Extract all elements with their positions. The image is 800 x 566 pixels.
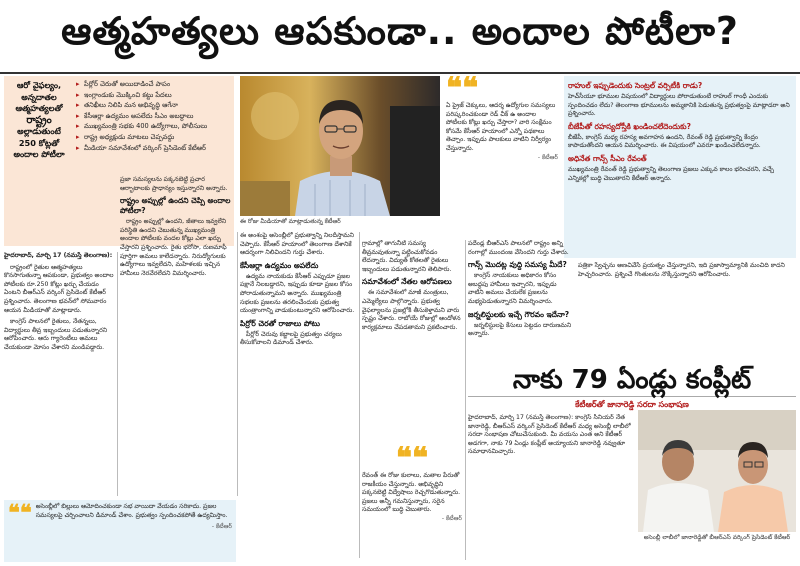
article-column-1 [4,252,114,496]
column-divider [237,232,238,496]
sidebar-paragraph: హెచ్‌సీయూ భూముల విషయంలో విద్యార్థులు పోరాడుతుంటే రాహుల్ గాంధీ ఎందుకు స్పందించడం లేదు? తెలంగాణ భూములను అమ్మకానికి పెడుతున్న ప్రభుత్వంపై మాట్లాడరా అని ప్రశ్నించారు. [568,93,790,118]
article-paragraph: పత్రికా స్వేచ్ఛను అణచివేసే ప్రయత్నం చేస్తున్నారని, ఇది ప్రజాస్వామ్యానికి మంచిది కాదని హెచ్చరించారు. ప్రశ్నించే గొంతులను నొక్కేస్తున్నారని ఆరోపించారు. [578,262,785,278]
quote-box-top [446,76,558,236]
article-paragraph: రాష్ట్రం అప్పుల్లో ఉందని, జీతాలు ఇవ్వలేని పరిస్థితి ఉందని చెబుతున్న ముఖ్యమంత్రి అందాల పోటీలకు వందల కోట్లు ఎలా ఖర్చు చేస్తారని ప్రశ్నించారు. రైతు భరోసా, రుణమాఫీ పూర్తిగా అమలు కాలేదన్నారు. నిరుద్యోగులకు ఉద్యోగాలు ఇవ్వలేదని, మహిళలకు ఇచ్చిన హామీలు నెరవేరలేదని విమర్శించారు. [120,218,227,277]
bullet-item: ▸ ముఖ్యమంత్రి సభకు 400 ఉద్యోగాలు, పోలీసులు [76,122,231,131]
summary-line: ఆరో వైఫల్యం, [16,80,62,90]
janareddy-photo-illustration [638,410,796,532]
bullet-item: ▸ ఇంగ్లాండుకు మొక్కించి కట్టు పేదలు [76,91,231,100]
article-column-6 [578,262,796,358]
bullet-item: ▸ మీడియా సమావేశంలో వర్కింగ్ ప్రెసిడెంట్ కేటీఆర్ [76,144,231,153]
article-column-5 [468,240,572,360]
article-paragraph: ప్రజా సమస్యలను పక్కనబెట్టి ప్రచార ఆర్భాటాలకు ప్రాధాన్యం ఇస్తున్నారని అన్నారు. [120,176,228,192]
right-sidebar-box [564,76,796,258]
article-paragraph: కాంగ్రెస్ నాయకులు అధికారం కోసం అబద్ధపు హామీలు ఇచ్చారని, ఇప్పుడు వాటిని అమలు చేయలేక ప్రజలను మభ్యపెడుతున్నారని విమర్శించారు. [468,272,557,305]
quote-credit: - కేటీఆర్ [441,514,462,522]
feature-subtitle: కేటీఆర్‌తో జానారెడ్డి సరదా సంభాషణ [575,400,689,409]
bullet-item: ▸ పీర్లోర్ చెరుతో అయిదాడించే పాపం [76,80,231,89]
ktr-photo-illustration [240,76,440,216]
ktr-photo [240,76,440,216]
section-subhead: జర్నలిస్టులకు ఇచ్చే గౌరవం ఇదేనా? [468,309,570,319]
article-paragraph: కాంగ్రెస్ పాలనలో రైతులు, నేతన్నలు, విద్యార్థులు తీవ్ర ఇబ్బందులు పడుతున్నారని ఆరోపించారు. ఆరు గ్యారెంటీలు అమలు చేయకుండా మోసం చేశారని మండిపడ్డారు. [4,318,108,351]
quote-box-mid [362,446,462,560]
column-divider [465,240,466,560]
quote-mark-icon: ❝❝ [446,76,479,106]
summary-line: అందాల పోటీలా [13,149,65,159]
section-subhead: కేసీఆర్లా ఉద్యమం అపలేదు [240,260,319,270]
summary-line: ఆత్మహత్యలతో [15,103,63,113]
article-paragraph: ఉద్యమ నాయకుడు కేసీఆర్ ఎప్పుడూ ప్రజల పక్షానే నిలబడ్డారని, ఇప్పుడు కూడా ప్రజల కోసం పోరాడుతున్నామని అన్నారు. ముఖ్యమంత్రి సభలకు ప్రజలను తరలించేందుకు ప్రభుత్వ యంత్రాంగాన్ని వాడుకుంటున్నారని ఆరోపించారు. [240,272,355,315]
article-paragraph: గ్రామాల్లో తాగునీటి సమస్య తీవ్రమవుతున్నా పట్టించుకోవడం లేదన్నారు. విద్యుత్ కోతలతో రైతులు ఇబ్బందులు పడుతున్నారని తెలిపారు. [362,240,452,273]
sidebar-heading: అధినేత గాన్స్ సీఎం రేవంత్ [568,153,647,163]
dateline: హైదరాబాద్, మార్చి 17 (నమస్తే తెలంగాణ): [4,252,113,259]
article-paragraph: పదేండ్ల బీఆర్ఎస్ పాలనలో రాష్ట్రం అన్ని రంగాల్లో ముందంజ వేసిందని గుర్తు చేశారు. [468,240,569,256]
feature-body [468,414,633,562]
quote-mark-icon: ❝❝ [8,500,32,526]
summary-line: రాష్ట్రం [26,114,52,126]
quote-box-bottom [4,500,236,562]
sidebar-heading: బీజేపీతో రహస్యదోస్తీకి ఖండించలేదెందుకు? [568,121,691,131]
sidebar-heading: రాహుల్ ఇప్పుడెందుకు సెంట్రల్ వర్సిటీకి రాడు? [568,81,703,90]
article-column-2 [120,176,234,496]
sidebar-paragraph: ముఖ్యమంత్రి రేవంత్ రెడ్డి ప్రభుత్వాన్ని తెలంగాణ ప్రజలు ఎక్కువ కాలం భరించరని, వచ్చే ఎన్నికల్లో బుద్ధి చెబుతారని కేటీఆర్ అన్నారు. [568,165,775,182]
quote-credit: - కేటీఆర్ [211,523,232,530]
article-paragraph: హైదరాబాద్, మార్చి 17 (నమస్తే తెలంగాణ): కాంగ్రెస్ సీనియర్ నేత జానారెడ్డి, బీఆర్ఎస్ వర్కింగ్ ప్రెసిడెంట్ కేటీఆర్ మధ్య అసెంబ్లీ లాబీలో సరదా సంభాషణ చోటుచేసుకుంది. మీ వయసు ఎంత అని కేటీఆర్ అడగగా, నాకు 79 ఏండ్లు కంప్లీట్ అయ్యాయని జానారెడ్డి నవ్వుతూ సమాధానమిచ్చారు. [468,414,631,456]
quote-mark-icon: ❝❝ [395,446,429,476]
section-subhead: రాష్ట్రం అప్పుల్లో ఉందని చెప్పి అందాల పోటీలా? [120,196,231,216]
article-paragraph: జర్నలిస్టులపై కేసులు పెట్టడం దారుణమని అన్నారు. [468,321,572,338]
summary-line: అన్నదాతల [21,91,57,102]
feature-title: నాకు 79 ఏండ్లు కంప్లీట్ [468,364,796,397]
section-subhead: పిర్రోర్ చెరతో రాజాలు పోటు [240,318,320,328]
quote-text: రేవంత్ ఈ రోజు కులాలు, మతాల పేరుతో రాజకీయం చేస్తున్నారు. అభివృద్ధిని పక్కనబెట్టి విద్వేషాలు రెచ్చగొడుతున్నారు. ప్రజలు అన్నీ గమనిస్తున్నారు, సరైన సమయంలో బుద్ధి చెబుతారు. [362,472,461,514]
bullet-list [76,80,231,154]
feature-story [468,364,796,564]
page-headline: ఆత్మహత్యలు ఆపకుండా.. అందాల పోటీలా? [0,0,800,74]
sidebar-paragraph: బీజేపీ, కాంగ్రెస్ మధ్య రహస్య అవగాహన ఉందని, రేవంత్ రెడ్డి ప్రభుత్వాన్ని కేంద్రం కాపాడుతోందని ఆయన విమర్శించారు. ఈ విషయంలో ఎవరూ ఖండించలేదన్నారు. [568,133,761,150]
section-subhead: సమావేశంలో నేతల ఆరోపణలు [362,277,452,287]
section-subhead: గాన్స్ మొదట్ల వుద్ది సమస్య మీదే? [468,260,567,270]
janareddy-photo [638,410,796,532]
bullet-item: ▸ రాష్ట్ర అధ్యక్షుడు మాటలు చెప్పవద్దు [76,133,231,142]
photo-caption: ఈ రోజు మీడియాతో మాట్లాడుతున్న కేటీఆర్ [240,218,341,225]
article-paragraph: ఈ సమావేశంలో మాజీ మంత్రులు, ఎమ్మెల్యేలు పాల్గొన్నారు. ప్రభుత్వ వైఫల్యాలను ప్రజల్లోకి తీసుకెళ్తామని వారు స్పష్టం చేశారు. రాబోయే రోజుల్లో ఆందోళన కార్యక్రమాలు చేపడతామని ప్రకటించారు. [362,289,461,331]
summary-line: 250 కోట్లతో [18,137,60,148]
feature-photo-caption: అసెంబ్లీ లాబీలో జానారెడ్డితో బీఆర్ఎస్ వర్కింగ్ ప్రెసిడెంట్ కేటీఆర్ [643,534,791,541]
article-column-4 [362,240,462,440]
column-divider [117,252,118,496]
bullet-item: ▸ కేసీఆర్లా ఉద్యమం అపలేదు సీఎం అబద్ధాలు [76,112,231,121]
quote-credit: - కేటీఆర్ [537,153,558,161]
summary-lines [6,80,72,161]
bullet-item: ▸ తనిఖీలు నిలిపి మన అభివృద్ధి ఆగేనా [76,101,231,110]
quote-text: అసెంబ్లీలో బిల్లులు ఆమోదించకుండా సభ వాయిదా వేయడం సరికాదు. ప్రజల సమస్యలపై చర్చించాలని డిమాండ్ చేశాం. ప్రభుత్వం స్పందించకపోతే ఉద్యమిస్తాం. [35,503,228,519]
article-paragraph: ఈ అంశంపై అసెంబ్లీలో ప్రభుత్వాన్ని నిలదీస్తామని చెప్పారు. కేసీఆర్ హయాంలో తెలంగాణ దేశానికే ఆదర్శంగా నిలిచిందని గుర్తు చేశారు. [240,232,355,257]
column-divider [359,232,360,558]
summary-line: అల్లాడుతుంటే [17,126,61,136]
quote-text: ఏ ప్రైజ్ చెక్కులు, ఆదర్శ ఉద్యోగుల సమస్యలు పరిష్కరించకుండా రెడ్ చీక్ ఉ అందాల పోటీలకు కోట్లు ఖర్చు చేస్తారా? వారి సంక్షేమం కోసమే కేసీఆర్ హయాంలో ఎన్నో పథకాలు తెచ్చాం. ఇప్పుడు పాలకులు వాటిని నిర్వీర్యం చేస్తున్నారు. [446,102,556,152]
article-paragraph: పీర్లోర్ చెరువు కబ్జాలపై ప్రభుత్వం చర్యలు తీసుకోవాలని డిమాండ్ చేశారు. [240,330,342,347]
article-paragraph: రాష్ట్రంలో రైతుల ఆత్మహత్యలు కొనసాగుతున్నా ఆపకుండా, ప్రభుత్వం అందాల పోటీలకు రూ.250 కోట్లు ఖర్చు చేయడం ఏంటని బీఆర్ఎస్ వర్కింగ్ ప్రెసిడెంట్ కేటీఆర్ ప్రశ్నించారు. తెలంగాణ భవన్‌లో సోమవారం ఆయన మీడియాతో మాట్లాడారు. [4,263,114,314]
article-column-3 [240,232,356,532]
